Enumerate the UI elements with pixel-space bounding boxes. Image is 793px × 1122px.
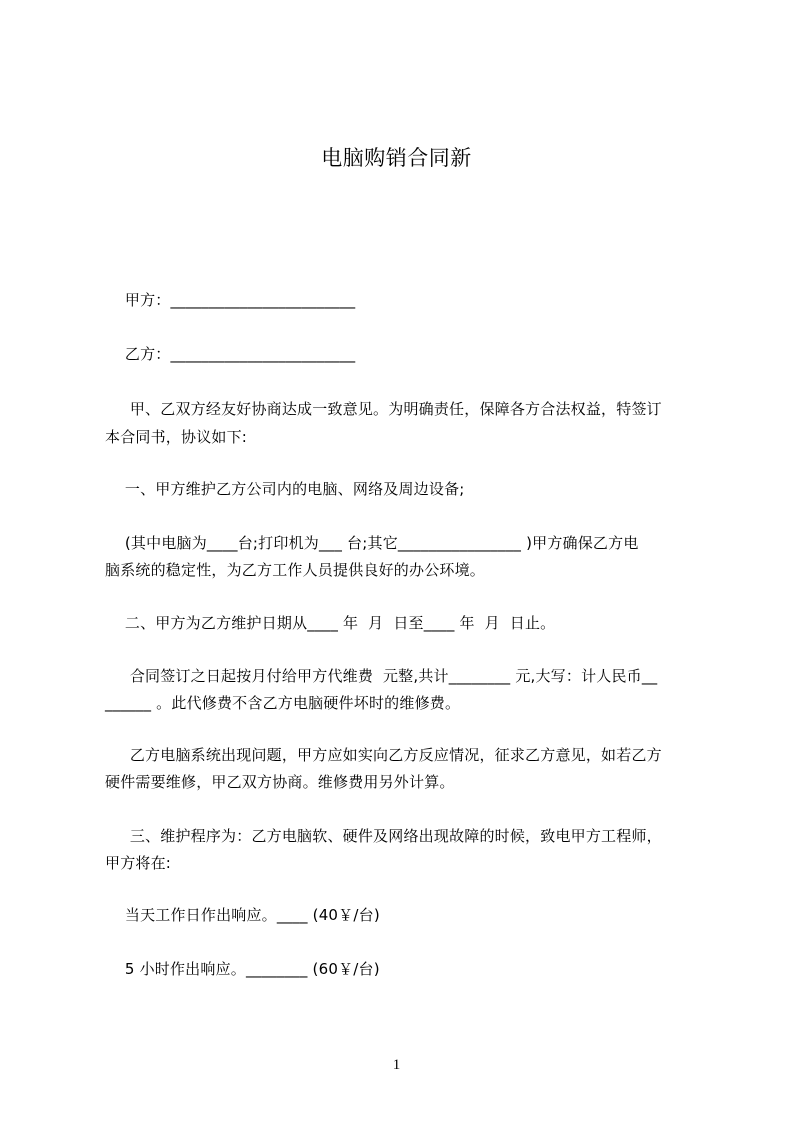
clause-two-heading: 二、甲方为乙方维护日期从____ 年 月 日至____ 年 月 日止。 <box>105 614 556 632</box>
clause-one-detail-line-1: (其中电脑为____台;打印机为___ 台;其它________________ )甲方确保乙方电 <box>105 534 639 552</box>
response-five-hour-line: 5 小时作出响应。________ (60￥/台) <box>105 960 380 978</box>
response-same-day-line: 当天工作日作出响应。____ (40￥/台) <box>105 906 380 924</box>
intro-paragraph-line-2: 本合同书，协议如下: <box>105 428 248 446</box>
document-title: 电脑购销合同新 <box>321 146 472 170</box>
repair-paragraph-line-2: 硬件需要维修，甲乙双方协商。维修费用另外计算。 <box>105 773 455 791</box>
party-a-line: 甲方：________________________ <box>105 291 356 309</box>
repair-paragraph-line-1: 乙方电脑系统出现问题，甲方应如实向乙方反应情况，征求乙方意见，如若乙方 <box>105 746 662 764</box>
clause-three-line-1: 三、维护程序为：乙方电脑软、硬件及网络出现故障的时候，致电甲方工程师， <box>105 827 662 845</box>
fee-paragraph-line-1: 合同签订之日起按月付给甲方代维费 元整,共计________ 元,大写：计人民币__ <box>105 667 658 685</box>
page-number: 1 <box>392 1057 401 1073</box>
clause-three-line-2: 甲方将在: <box>105 854 172 872</box>
party-b-line: 乙方：________________________ <box>105 345 356 363</box>
clause-one-detail-line-2: 脑系统的稳定性，为乙方工作人员提供良好的办公环境。 <box>105 561 486 579</box>
clause-one-heading: 一、甲方维护乙方公司内的电脑、网络及周边设备; <box>105 480 465 498</box>
fee-paragraph-line-2: ______ 。此代修费不含乙方电脑硬件坏时的维修费。 <box>105 694 461 712</box>
intro-paragraph-line-1: 甲、乙双方经友好协商达成一致意见。为明确责任，保障各方合法权益，特签订 <box>105 400 662 418</box>
